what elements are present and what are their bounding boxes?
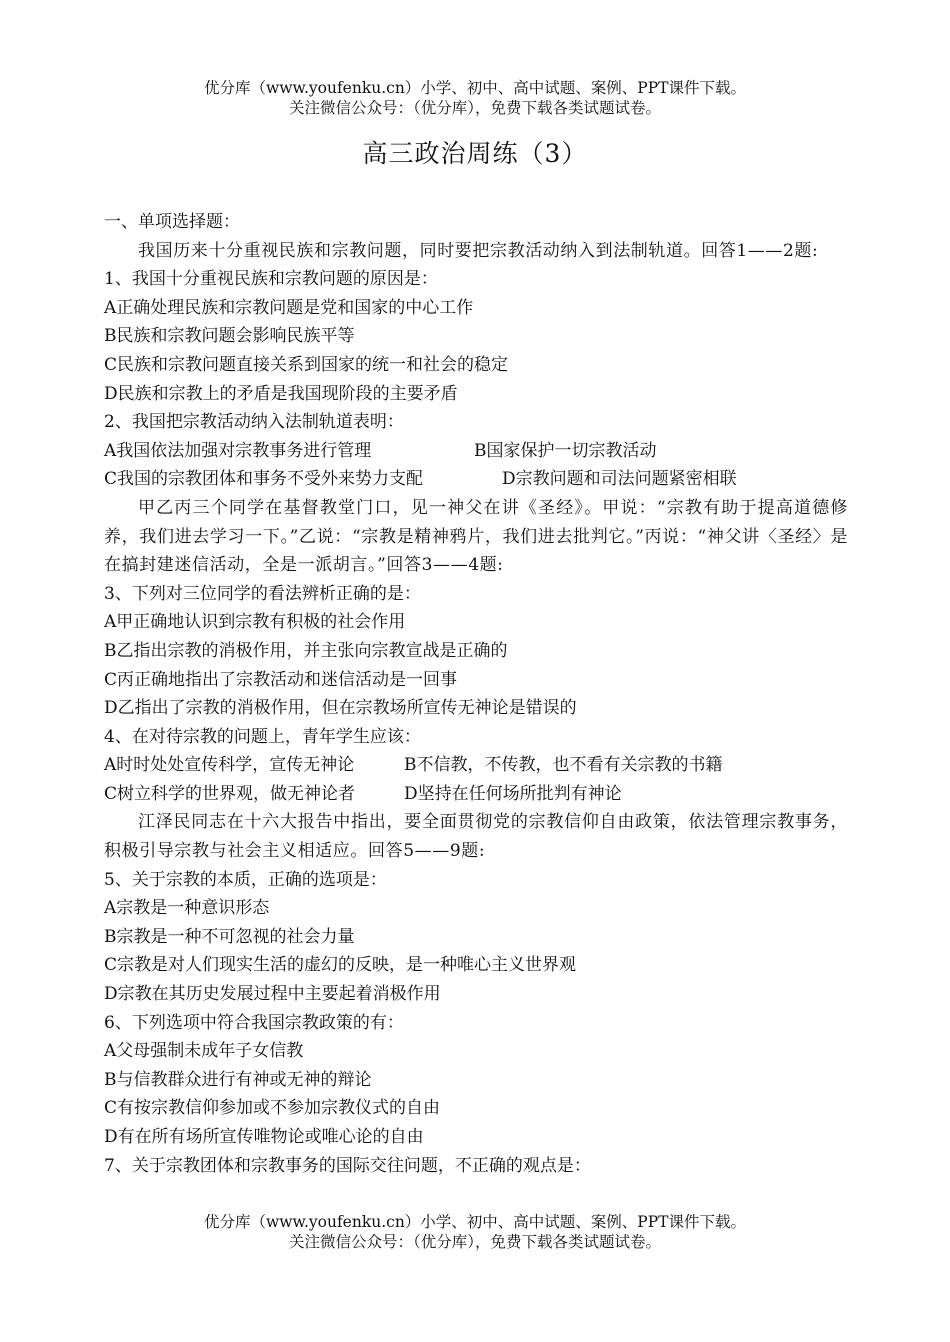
q2-stem: 2、我国把宗教活动纳入法制轨道表明： bbox=[104, 412, 404, 433]
footer-line-2: 关注微信公众号：（优分库），免费下载各类试题试卷。 bbox=[288, 1233, 661, 1251]
q4-option-c: C树立科学的世界观，做无神论者 bbox=[104, 783, 356, 804]
q5-option-c: C宗教是对人们现实生活的虚幻的反映，是一种唯心主义世界观 bbox=[104, 955, 577, 976]
q4-options-cd bbox=[104, 780, 848, 809]
q3-option-d: D乙指出了宗教的消极作用，但在宗教场所宣传无神论是错误的 bbox=[104, 698, 577, 719]
q4-option-a: A时时处处宣传科学，宣传无神论 bbox=[104, 755, 355, 776]
q1-option-a: A正确处理民族和宗教问题是党和国家的中心工作 bbox=[104, 297, 474, 318]
document-title: 高三政治周练（3） bbox=[362, 139, 588, 168]
passage-2: 甲乙丙三个同学在基督教堂门口，见一神父在讲《圣经》。甲说：“宗教有助于提高道德修养，我们进去学习一下。”乙说：“宗教是精神鸦片，我们进去批判它。”丙说：“神父讲〈圣经〉是在搞封建迷信活动，全是一派胡言。”回答3——4题: bbox=[104, 497, 848, 576]
footer-line-1: 优分库（www.youfenku.cn）小学、初中、高中试题、案例、PPT课件下载。 bbox=[203, 1213, 747, 1231]
q5-option-d: D宗教在其历史发展过程中主要起着消极作用 bbox=[104, 984, 441, 1005]
q2-option-d: D宗教问题和司法问题紧密相联 bbox=[502, 469, 737, 490]
header-line-1: 优分库（www.youfenku.cn）小学、初中、高中试题、案例、PPT课件下载。 bbox=[203, 79, 747, 97]
passage-3: 江泽民同志在十六大报告中指出，要全面贯彻党的宗教信仰自由政策，依法管理宗教事务，积极引导宗教与社会主义相适应。回答5——9题: bbox=[104, 812, 848, 862]
q6-option-c: C有按宗教信仰参加或不参加宗教仪式的自由 bbox=[104, 1098, 441, 1119]
q4-option-d: D坚持在任何场所批判有神论 bbox=[404, 783, 622, 804]
q6-stem: 6、下列选项中符合我国宗教政策的有： bbox=[104, 1012, 404, 1033]
q1-option-d: D民族和宗教上的矛盾是我国现阶段的主要矛盾 bbox=[104, 383, 458, 404]
q5-stem: 5、关于宗教的本质，正确的选项是： bbox=[104, 869, 387, 890]
page-footer bbox=[0, 1212, 950, 1252]
document-body bbox=[104, 208, 848, 1180]
page-header bbox=[0, 78, 950, 118]
q4-stem: 4、在对待宗教的问题上，青年学生应该： bbox=[104, 726, 421, 747]
q2-option-b: B国家保护一切宗教活动 bbox=[474, 440, 657, 461]
q7-stem: 7、关于宗教团体和宗教事务的国际交往问题，不正确的观点是： bbox=[104, 1155, 591, 1176]
q1-option-b: B民族和宗教问题会影响民族平等 bbox=[104, 326, 355, 347]
q5-option-a: A宗教是一种意识形态 bbox=[104, 898, 270, 919]
q1-option-c: C民族和宗教问题直接关系到国家的统一和社会的稳定 bbox=[104, 354, 509, 375]
q6-option-d: D有在所有场所宣传唯物论或唯心论的自由 bbox=[104, 1127, 424, 1147]
passage-1: 我国历来十分重视民族和宗教问题，同时要把宗教活动纳入到法制轨道。回答1——2题: bbox=[138, 240, 819, 261]
q6-option-a: A父母强制未成年子女信教 bbox=[104, 1041, 304, 1062]
section-heading: 一、单项选择题： bbox=[104, 212, 240, 232]
q4-option-b: B不信教，不传教，也不看有关宗教的书籍 bbox=[404, 755, 723, 776]
q5-option-b: B宗教是一种不可忽视的社会力量 bbox=[104, 926, 355, 947]
q3-option-b: B乙指出宗教的消极作用，并主张向宗教宣战是正确的 bbox=[104, 640, 508, 661]
q2-option-a: A我国依法加强对宗教事务进行管理 bbox=[104, 440, 372, 461]
q3-stem: 3、下列对三位同学的看法辨析正确的是： bbox=[104, 583, 421, 604]
q6-option-b: B与信教群众进行有神或无神的辩论 bbox=[104, 1069, 372, 1090]
q4-options-ab bbox=[104, 751, 848, 780]
q2-options-ab bbox=[104, 437, 848, 466]
q3-option-a: A甲正确地认识到宗教有积极的社会作用 bbox=[104, 612, 406, 633]
q3-option-c: C丙正确地指出了宗教活动和迷信活动是一回事 bbox=[104, 669, 458, 690]
header-line-2: 关注微信公众号：（优分库），免费下载各类试题试卷。 bbox=[288, 99, 661, 117]
q1-stem: 1、我国十分重视民族和宗教问题的原因是： bbox=[104, 269, 438, 290]
q2-option-c: C我国的宗教团体和事务不受外来势力支配 bbox=[104, 469, 424, 490]
q2-options-cd bbox=[104, 465, 848, 494]
